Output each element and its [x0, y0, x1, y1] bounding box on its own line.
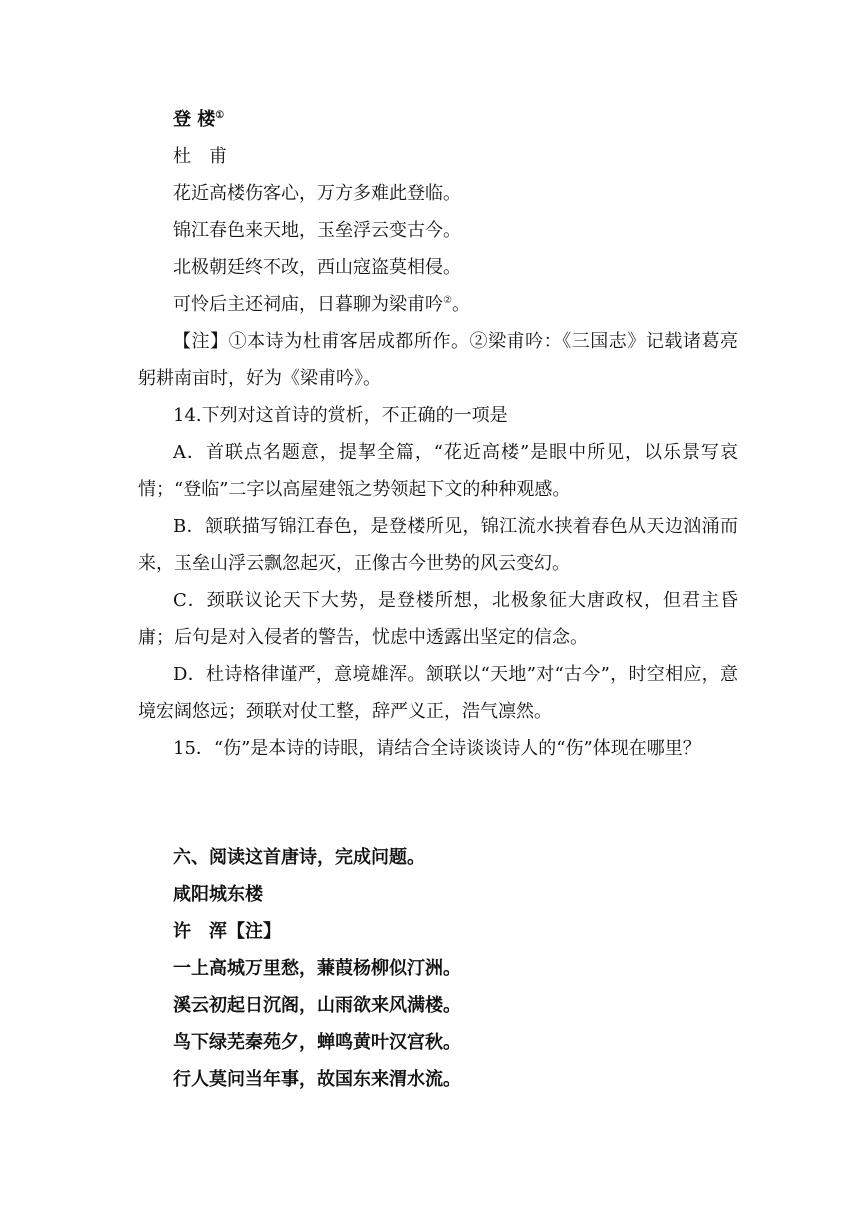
poem-line: 鸟下绿芜秦苑夕，蝉鸣黄叶汉宫秋。 — [173, 1032, 461, 1053]
poem-line: 一上高城万里愁，蒹葭杨柳似汀洲。 — [173, 958, 461, 979]
poem-author: 许 浑【注】 — [173, 921, 281, 942]
question-14-stem: 14.下列对这首诗的赏析，不正确的一项是 — [173, 405, 508, 426]
poem-line-text: 可怜后主还祠庙，日暮聊为梁甫吟 — [173, 294, 443, 315]
poem-line: 北极朝廷终不改，西山寇盗莫相侵。 — [173, 257, 461, 278]
poem-line: 溪云初起日沉阁，山雨欲来风满楼。 — [173, 995, 461, 1016]
option-a: A．首联点名题意，提挈全篇，“花近高楼”是眼中所见，以乐景写哀情；“登临”二字以高屋建瓴之势领起下文的种种观感。 — [138, 442, 738, 500]
poem-title: 咸阳城东楼 — [173, 884, 263, 905]
option-c: C．颈联议论天下大势，是登楼所想，北极象征大唐政权，但君主昏庸；后句是对入侵者的警告，忧虑中透露出坚定的信念。 — [138, 590, 738, 648]
poem-author: 杜 甫 — [173, 146, 227, 167]
poem-line: 行人莫问当年事，故国东来渭水流。 — [173, 1069, 461, 1090]
footnote-mark: ② — [443, 295, 452, 306]
question-15-stem: 15．“伤”是本诗的诗眼，请结合全诗谈谈诗人的“伤”体现在哪里？ — [173, 738, 701, 759]
poem-line: 花近高楼伤客心，万方多难此登临。 — [173, 183, 461, 204]
poem-title — [173, 108, 224, 132]
footnote-mark: ① — [215, 110, 225, 121]
poem-line — [173, 293, 470, 317]
poem-note: 【注】①本诗为杜甫客居成都所作。②梁甫吟：《三国志》记载诸葛亮躬耕南亩时，好为《梁甫吟》。 — [138, 331, 738, 389]
poem-title-text: 登 楼 — [173, 109, 216, 130]
option-d: D．杜诗格律谨严，意境雄浑。颔联以“天地”对“古今”，时空相应，意境宏阔悠远；颈联对仗工整，辞严义正，浩气凛然。 — [138, 664, 738, 722]
section-heading: 六、阅读这首唐诗，完成问题。 — [173, 847, 425, 868]
option-b: B．颔联描写锦江春色，是登楼所见，锦江流水挟着春色从天边汹涌而来，玉垒山浮云飘忽起灭，正像古今世势的风云变幻。 — [138, 516, 738, 574]
poem-line: 锦江春色来天地，玉垒浮云变古今。 — [173, 220, 461, 241]
poem-line-end: 。 — [451, 294, 470, 315]
